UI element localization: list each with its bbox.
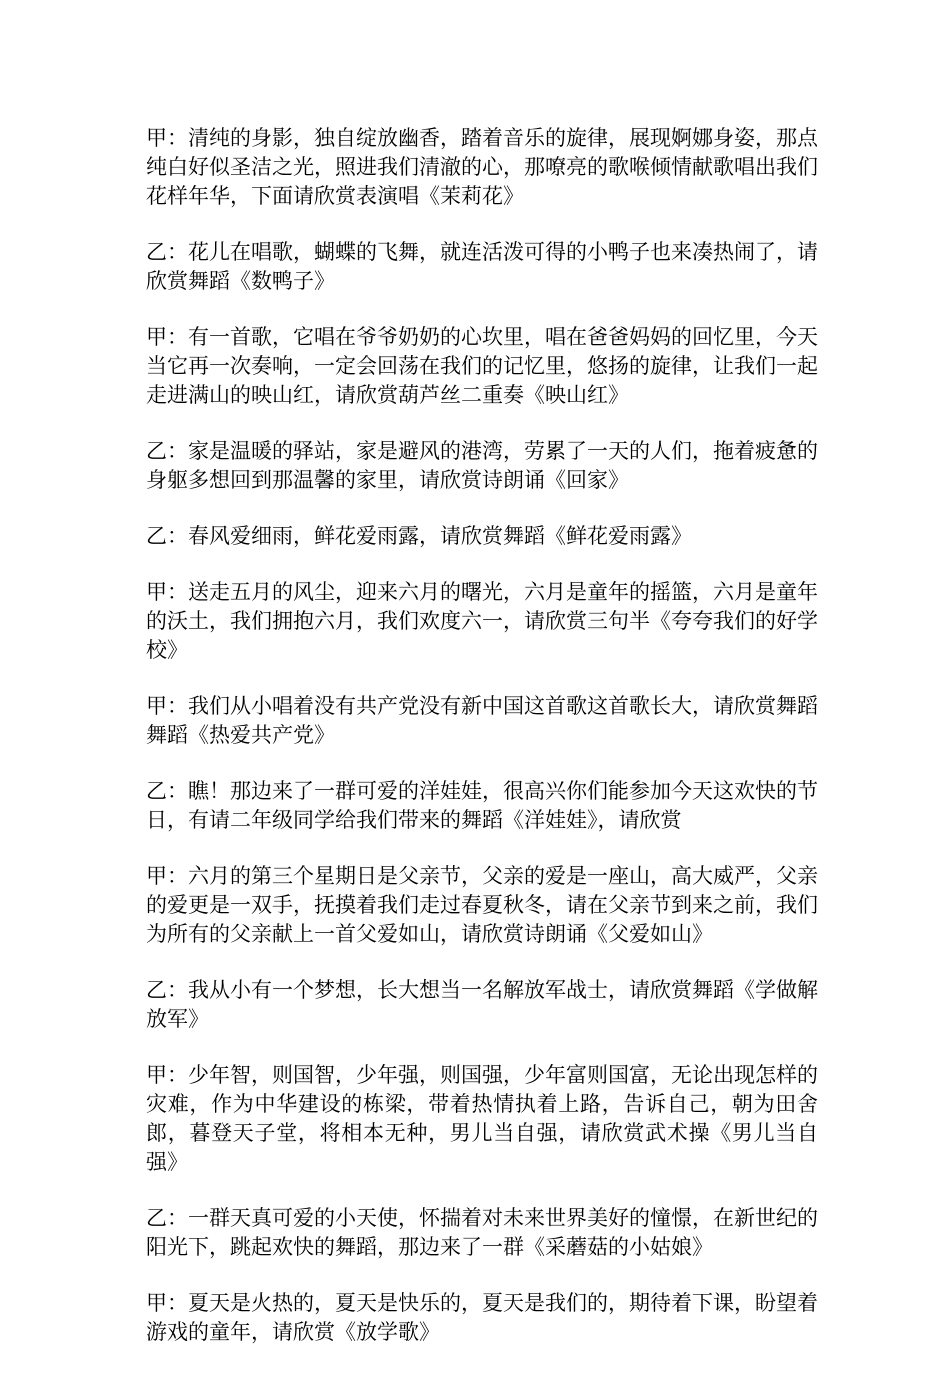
paragraph-mushroom-girl: 乙：一群天真可爱的小天使，怀揣着对未来世界美好的憧憬，在新世纪的阳光下，跳起欢快的舞蹈，那边来了一群《采蘑菇的小姑娘》 [146,1206,818,1259]
paragraph-jasmine: 甲：清纯的身影，独自绽放幽香，踏着音乐的旋律，展现婀娜身姿，那点纯白好似圣洁之光，照进我们清澈的心，那嘹亮的歌喉倾情献歌唱出我们花样年华，下面请欣赏表演唱《茉莉花》 [146,126,818,208]
paragraph-june: 甲：送走五月的风尘，迎来六月的曙光，六月是童年的摇篮，六月是童年的沃土，我们拥抱六月，我们欢度六一，请欣赏三句半《夸夸我们的好学校》 [146,580,818,662]
paragraph-youth: 甲：少年智，则国智，少年强，则国强，少年富则国富，无论出现怎样的灾难，作为中华建设的栋梁，带着热情执着上路，告诉自己，朝为田舍郎，暮登天子堂，将相本无种，男儿当自强，请欣赏武术操《男儿当自强》 [146,1063,818,1174]
paragraph-fathers-day: 甲：六月的第三个星期日是父亲节，父亲的爱是一座山，高大威严，父亲的爱更是一双手，抚摸着我们走过春夏秋冬，请在父亲节到来之前，我们为所有的父亲献上一首父爱如山，请欣赏诗朗诵《父爱如山》 [146,864,818,946]
paragraph-party: 甲：我们从小唱着没有共产党没有新中国这首歌这首歌长大，请欣赏舞蹈舞蹈《热爱共产党》 [146,694,818,747]
paragraph-school-song: 甲：夏天是火热的，夏天是快乐的，夏天是我们的，期待着下课，盼望着游戏的童年，请欣赏《放学歌》 [146,1291,818,1344]
paragraph-soldier: 乙：我从小有一个梦想，长大想当一名解放军战士，请欣赏舞蹈《学做解放军》 [146,978,818,1031]
paragraph-flowers-dew: 乙：春风爱细雨，鲜花爱雨露，请欣赏舞蹈《鲜花爱雨露》 [146,524,692,548]
paragraph-going-home: 乙：家是温暖的驿站，家是避风的港湾，劳累了一天的人们，拖着疲惫的身躯多想回到那温馨的家里，请欣赏诗朗诵《回家》 [146,439,818,492]
paragraph-azalea: 甲：有一首歌，它唱在爷爷奶奶的心坎里，唱在爸爸妈妈的回忆里，今天当它再一次奏响，一定会回荡在我们的记忆里，悠扬的旋律，让我们一起走进满山的映山红，请欣赏葫芦丝二重奏《映山红》 [146,325,818,407]
document-page [146,124,818,1374]
paragraph-ducks: 乙：花儿在唱歌，蝴蝶的飞舞，就连活泼可得的小鸭子也来凑热闹了，请欣赏舞蹈《数鸭子》 [146,240,818,293]
paragraph-dolls: 乙：瞧！那边来了一群可爱的洋娃娃，很高兴你们能参加今天这欢快的节日，有请二年级同学给我们带来的舞蹈《洋娃娃》，请欣赏 [146,779,818,832]
